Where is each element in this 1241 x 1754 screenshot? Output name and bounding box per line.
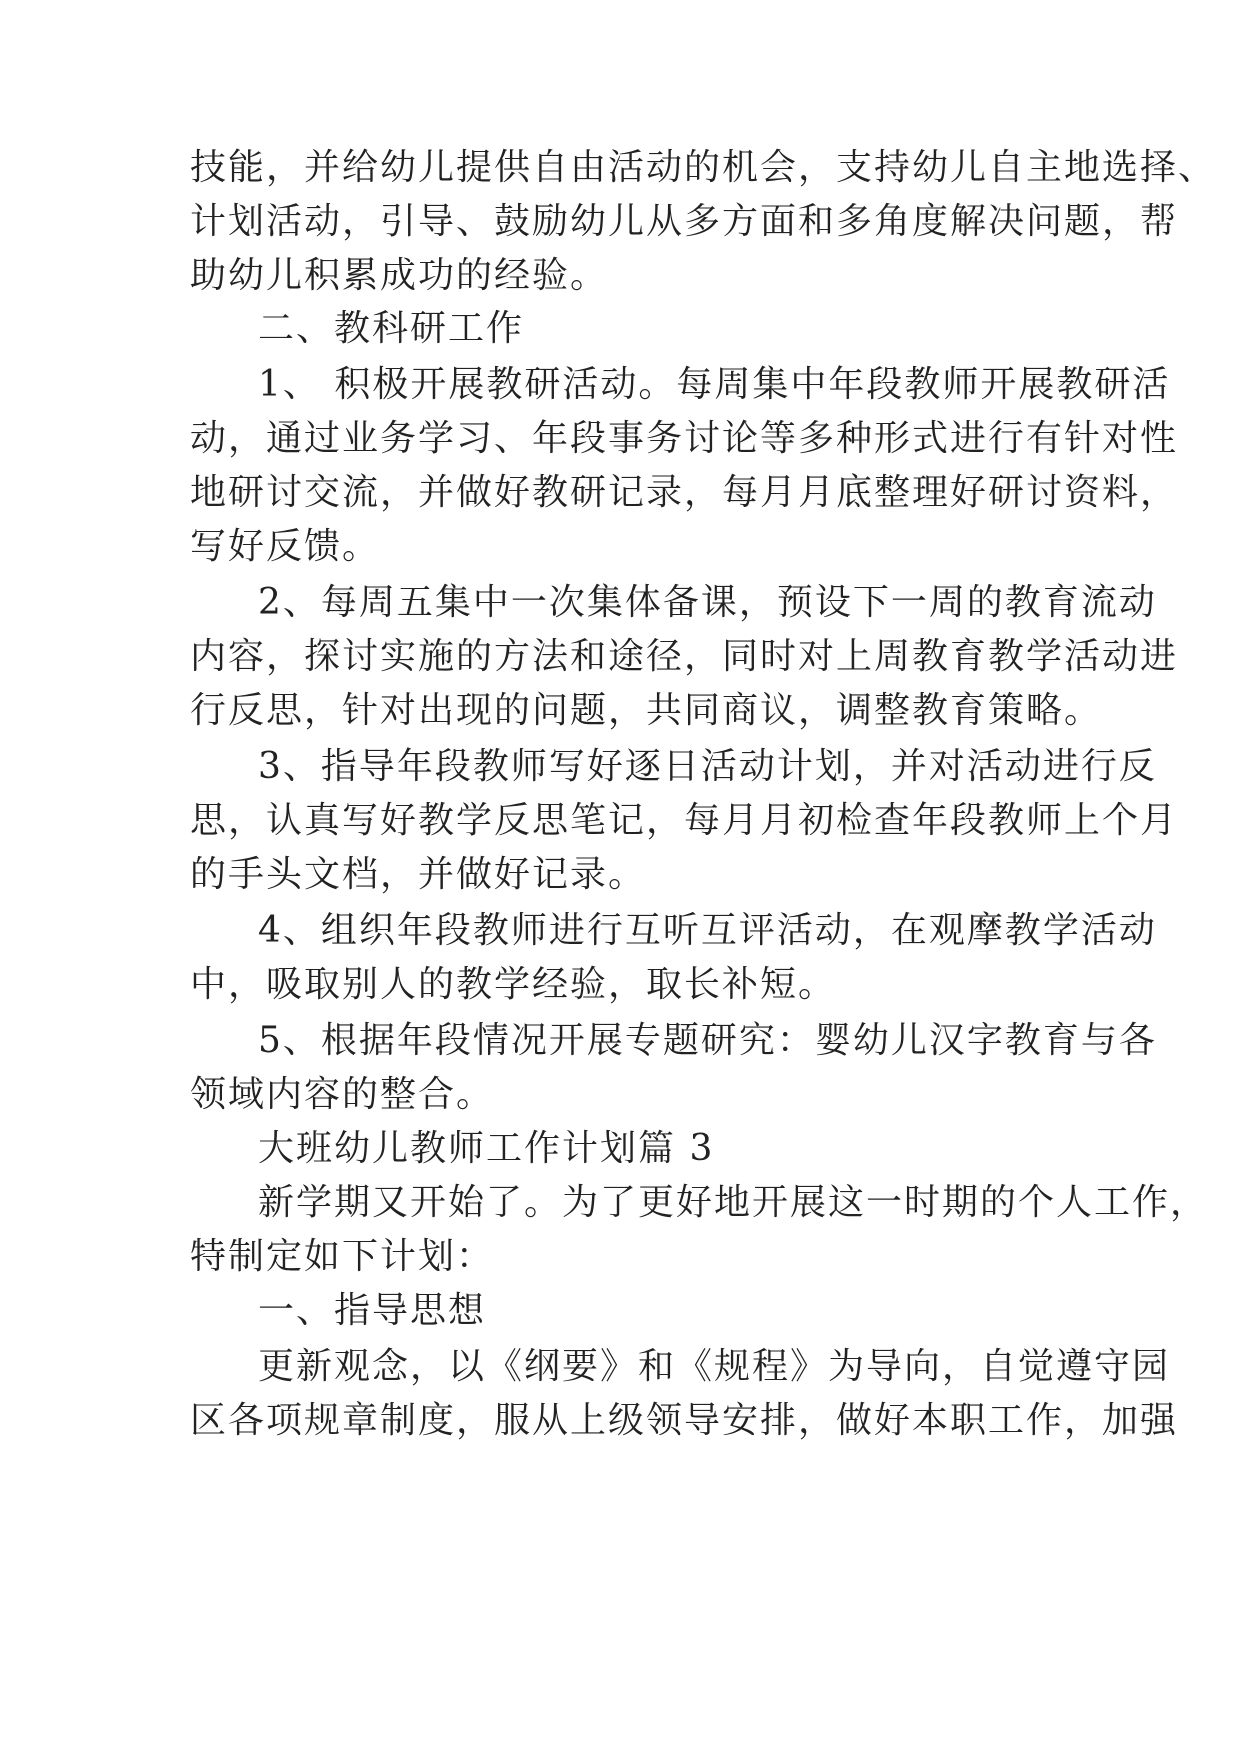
text-line: 动，通过业务学习、年段事务讨论等多种形式进行有针对性 xyxy=(190,418,1179,459)
text-line: 内容，探讨实施的方法和途径，同时对上周教育教学活动进 xyxy=(190,636,1179,677)
text-line: 地研讨交流，并做好教研记录，每月月底整理好研讨资料， xyxy=(190,472,1179,513)
text-line: 中，吸取别人的教学经验，取长补短。 xyxy=(190,964,837,1005)
section-heading: 一、指导思想 xyxy=(258,1290,487,1331)
text-line: 4、组织年段教师进行互听互评活动，在观摩教学活动 xyxy=(258,910,1157,951)
section-heading: 大班幼儿教师工作计划篇 3 xyxy=(258,1128,715,1169)
text-line: 写好反馈。 xyxy=(190,526,381,567)
text-line: 计划活动，引导、鼓励幼儿从多方面和多角度解决问题，帮 xyxy=(190,201,1179,242)
text-line: 特制定如下计划： xyxy=(190,1236,495,1277)
text-line: 新学期又开始了。为了更好地开展这一时期的个人工作， xyxy=(258,1182,1209,1223)
text-line: 领域内容的整合。 xyxy=(190,1074,495,1115)
text-line: 更新观念，以《纲要》和《规程》为导向，自觉遵守园 xyxy=(258,1346,1171,1387)
text-line: 技能，并给幼儿提供自由活动的机会，支持幼儿自主地选择、 xyxy=(190,147,1217,188)
text-line: 行反思，针对出现的问题，共同商议，调整教育策略。 xyxy=(190,690,1103,731)
section-heading: 二、教科研工作 xyxy=(258,308,525,349)
text-line: 3、指导年段教师写好逐日活动计划，并对活动进行反 xyxy=(258,746,1157,787)
text-line: 思，认真写好教学反思笔记，每月月初检查年段教师上个月 xyxy=(190,800,1179,841)
text-line: 区各项规章制度，服从上级领导安排，做好本职工作，加强 xyxy=(190,1400,1179,1441)
text-line: 助幼儿积累成功的经验。 xyxy=(190,255,609,296)
text-line: 1、 积极开展教研活动。每周集中年段教师开展教研活 xyxy=(258,364,1171,405)
text-line: 的手头文档，并做好记录。 xyxy=(190,854,647,895)
text-line: 5、根据年段情况开展专题研究：婴幼儿汉字教育与各 xyxy=(258,1020,1157,1061)
text-line: 2、每周五集中一次集体备课，预设下一周的教育流动 xyxy=(258,582,1157,623)
